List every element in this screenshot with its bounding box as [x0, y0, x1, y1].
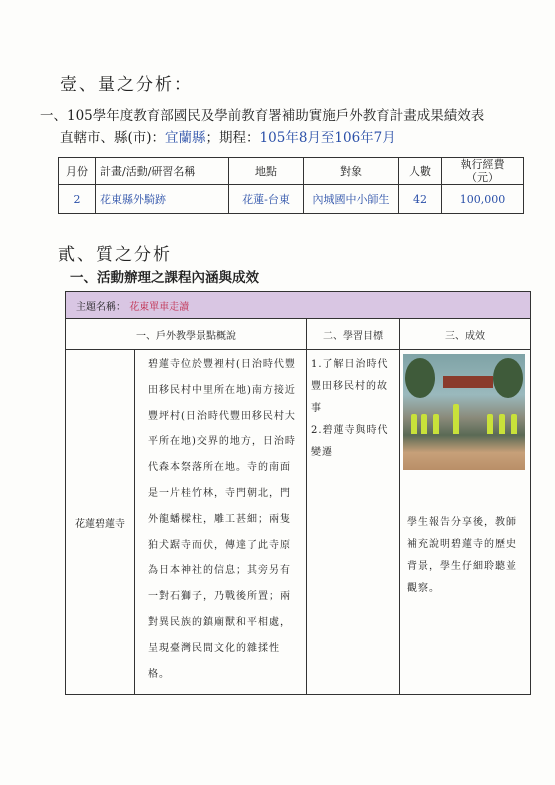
cell-location: 花蓮-台東 [229, 185, 304, 214]
site-description [135, 350, 307, 695]
theme-row [66, 292, 531, 319]
cell-budget: 100,000 [442, 185, 524, 214]
cell-month: 2 [59, 185, 96, 214]
period-value: 105年8月至106年7月 [259, 130, 396, 146]
city-period-line [60, 126, 396, 146]
city-value: 宜蘭縣 [165, 130, 206, 146]
goals-cell [307, 350, 400, 695]
cell-name: 花東縣外騎跡 [96, 185, 229, 214]
goal-1: 1.了解日治時代豐田移民村的故事 [311, 359, 389, 414]
col-header-site: 一、戶外教學景點概說 [66, 319, 307, 350]
site-name: 花蓮碧蓮寺 [66, 350, 135, 695]
theme-cell [66, 292, 531, 319]
table-header-row [59, 158, 524, 185]
section2-subtitle: 一、活動辦理之課程內涵與成效 [70, 270, 259, 286]
cell-count: 42 [399, 185, 442, 214]
description-text: 碧蓮寺位於豐裡村(日治時代豐田移民村中里所在地)南方接近豐坪村(日治時代豐田移民村大平所在地)交界的地方，日治時代森本祭落所在地。寺的南面是一片桂竹林，寺門朝北，門外龍蟠樑柱，雕工甚細；兩隻狛犬踞寺而伏，傳達了此寺原為日本神社的信息；其旁另有一對石獅子，乃戰後所置；兩對異民族的鎮廟獸和平相處，呈現臺灣民間文化的雜揉性格。 [148, 359, 296, 680]
table-row [59, 185, 524, 214]
content-row [66, 350, 531, 695]
performance-table [58, 157, 524, 214]
quality-table [65, 291, 531, 695]
column-header-row [66, 319, 531, 350]
header-location: 地點 [229, 158, 304, 185]
header-target: 對象 [304, 158, 399, 185]
section2-title: 貳、質之分析 [58, 245, 172, 265]
result-text: 學生報告分享後，教師補充說明碧蓮寺的歷史背景，學生仔細聆聽並觀察。 [407, 517, 517, 594]
city-label: 直轄市、縣(市)： [60, 130, 166, 146]
period-label: ；期程： [205, 130, 260, 146]
result-cell [400, 350, 531, 695]
activity-photo [403, 354, 525, 470]
col-header-result: 三、成效 [400, 319, 531, 350]
theme-label: 主題名稱： [76, 301, 126, 313]
col-header-goals: 二、學習目標 [307, 319, 400, 350]
section1-title: 壹、量之分析： [60, 75, 193, 95]
section1-subtitle: 一、105學年度教育部國民及學前教育署補助實施戶外教育計畫成果績效表 [40, 108, 485, 124]
goal-2: 2.碧蓮寺與時代變遷 [311, 425, 389, 458]
header-count: 人數 [399, 158, 442, 185]
cell-target: 內城國中小師生 [304, 185, 399, 214]
header-name: 計畫/活動/研習名稱 [96, 158, 229, 185]
header-budget: 執行經費 （元） [442, 158, 524, 185]
header-month: 月份 [59, 158, 96, 185]
theme-value: 花東單車走讀 [129, 301, 190, 313]
